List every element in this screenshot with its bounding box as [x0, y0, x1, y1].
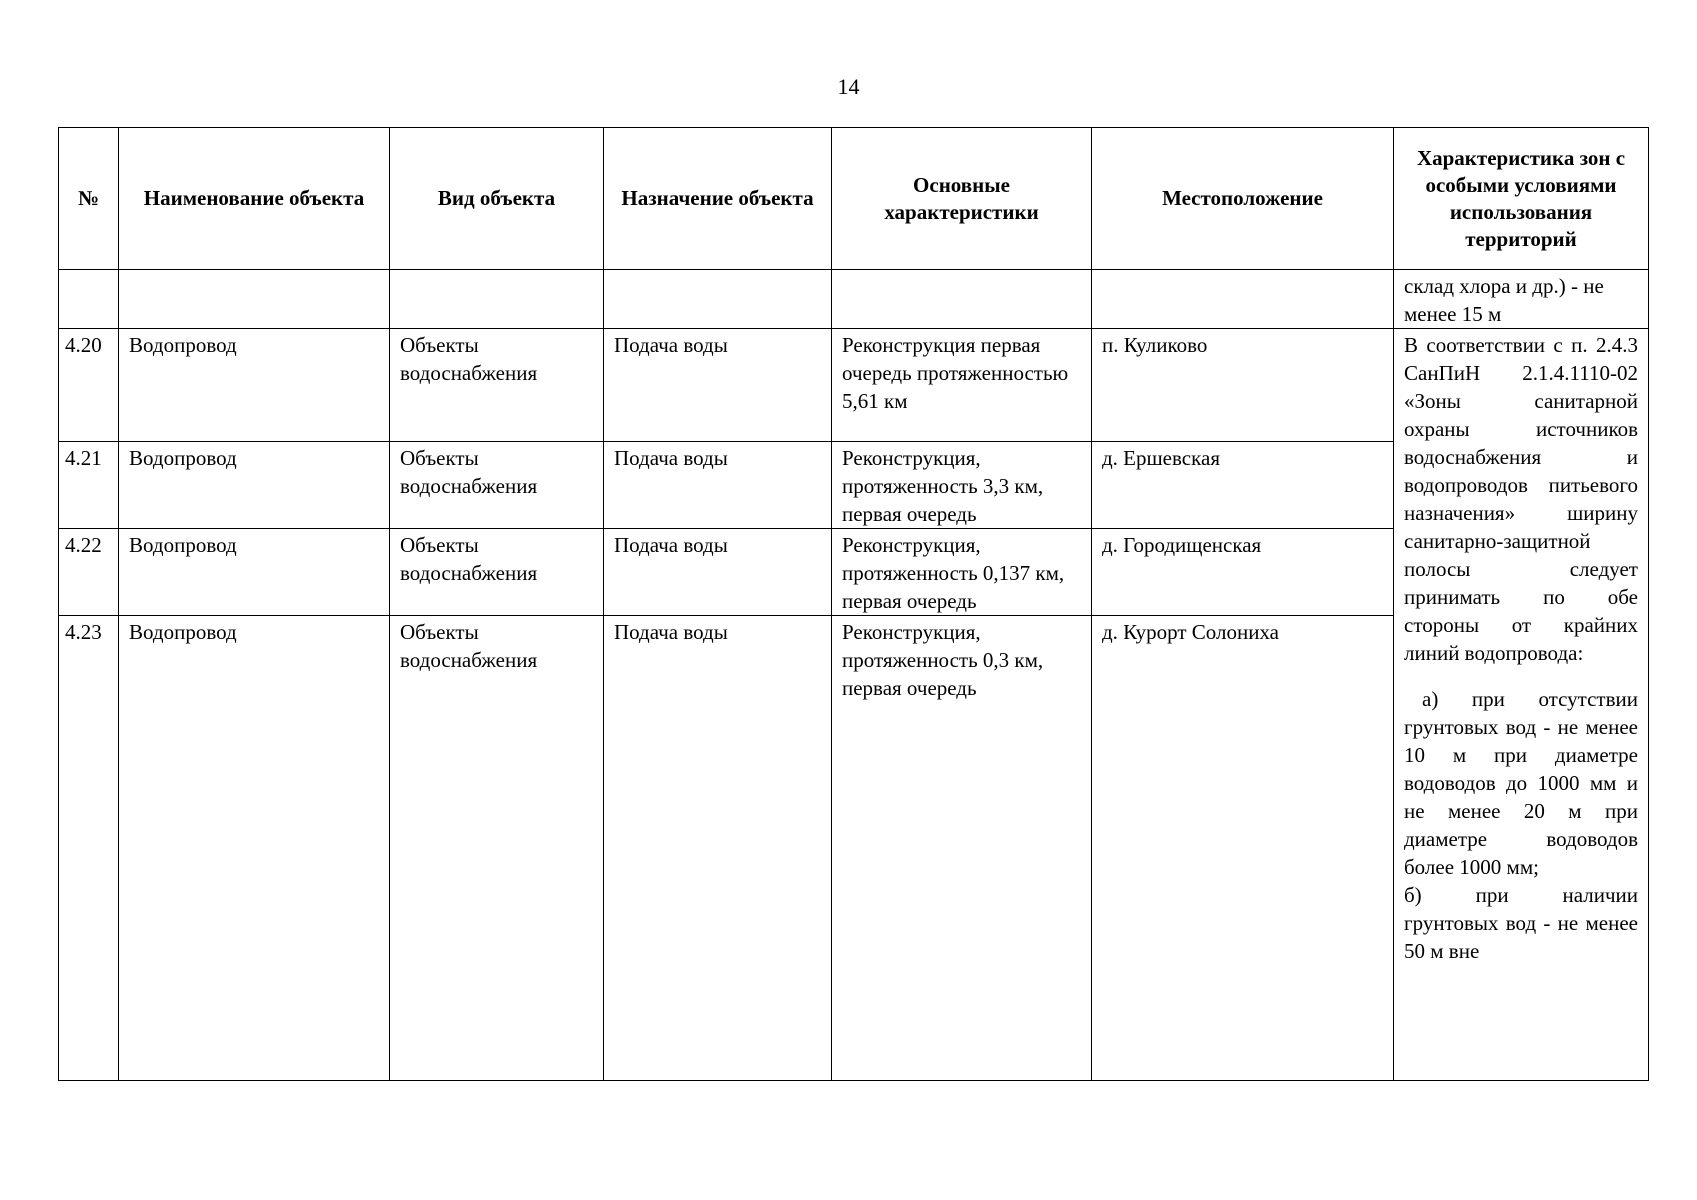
header-purpose: Назначение объекта [604, 128, 832, 270]
row-location: п. Куликово [1092, 329, 1394, 442]
header-kind: Вид объекта [390, 128, 604, 270]
empty-cell [832, 270, 1092, 329]
zone-characteristics-cell [1394, 329, 1649, 1081]
row-name: Водопровод [119, 442, 390, 529]
row-purpose: Подача воды [604, 442, 832, 529]
row-kind: Объекты водоснабжения [390, 442, 604, 529]
row-characteristics: Реконструкция первая очередь протяженностью 5,61 км [832, 329, 1092, 442]
header-zones: Характеристика зон с особыми условиями использования территорий [1394, 128, 1649, 270]
table-header-row [59, 128, 1649, 270]
row-characteristics: Реконструкция, протяженность 3,3 км, первая очередь [832, 442, 1092, 529]
row-name: Водопровод [119, 329, 390, 442]
row-characteristics: Реконструкция, протяженность 0,137 км, первая очередь [832, 529, 1092, 616]
header-location: Местоположение [1092, 128, 1394, 270]
empty-cell [59, 270, 119, 329]
row-kind: Объекты водоснабжения [390, 616, 604, 1081]
row-number: 4.23 [59, 616, 119, 1081]
row-number: 4.22 [59, 529, 119, 616]
header-number: № [59, 128, 119, 270]
row-location: д. Городищенская [1092, 529, 1394, 616]
continuation-text: склад хлора и др.) - не менее 15 м [1394, 270, 1649, 329]
table-row-continuation [59, 270, 1649, 329]
row-characteristics: Реконструкция, протяженность 0,3 км, первая очередь [832, 616, 1092, 1081]
empty-cell [390, 270, 604, 329]
row-purpose: Подача воды [604, 616, 832, 1081]
header-name: Наименование объекта [119, 128, 390, 270]
row-location: д. Ершевская [1092, 442, 1394, 529]
row-name: Водопровод [119, 616, 390, 1081]
row-purpose: Подача воды [604, 329, 832, 442]
empty-cell [119, 270, 390, 329]
row-number: 4.20 [59, 329, 119, 442]
row-kind: Объекты водоснабжения [390, 329, 604, 442]
row-name: Водопровод [119, 529, 390, 616]
objects-table [58, 127, 1649, 1081]
row-purpose: Подача воды [604, 529, 832, 616]
row-kind: Объекты водоснабжения [390, 529, 604, 616]
page-number: 14 [837, 74, 860, 99]
empty-cell [1092, 270, 1394, 329]
row-location: д. Курорт Солониха [1092, 616, 1394, 1081]
header-characteristics: Основные характеристики [832, 128, 1092, 270]
zone-paragraph-2: а) при отсутствии грунтовых вод - не менее 10 м при диаметре водоводов до 1000 мм и не менее 20 м при диаметре водоводов более 1000 мм; [1404, 687, 1638, 879]
empty-cell [604, 270, 832, 329]
zone-paragraph-3: б) при наличии грунтовых вод - не менее 50 м вне [1404, 883, 1638, 963]
zone-paragraph-1: В соответствии с п. 2.4.3 СанПиН 2.1.4.1110-02 «Зоны санитарной охраны источников водоснабжения и водопроводов питьевого назначения» ширину санитарно-защитной полосы следует принимать по обе стороны от крайних линий водопровода: [1404, 333, 1638, 665]
table-row [59, 329, 1649, 442]
row-number: 4.21 [59, 442, 119, 529]
